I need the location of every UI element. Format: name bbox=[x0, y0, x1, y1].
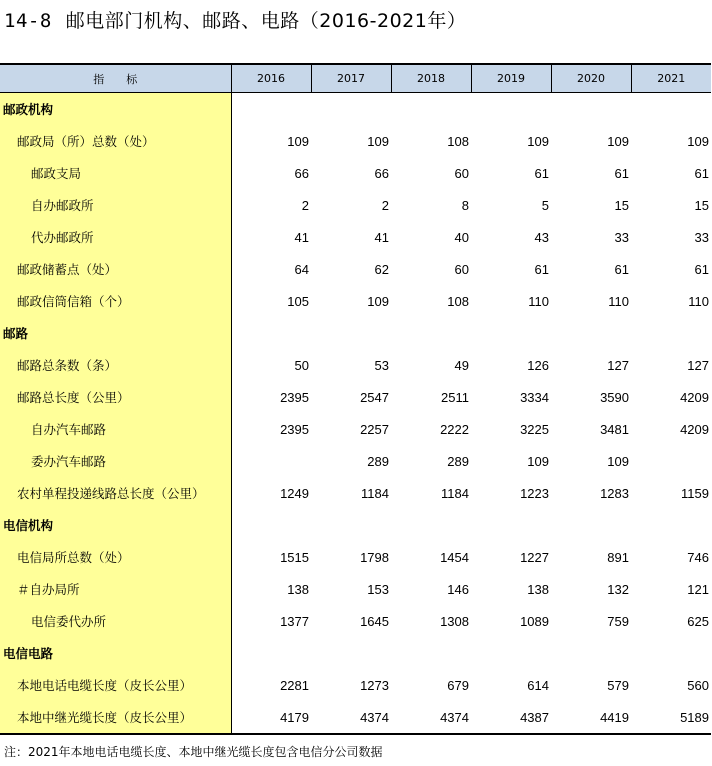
cell-value: 109 bbox=[367, 293, 389, 309]
cell-value: 110 bbox=[688, 293, 709, 309]
table-row bbox=[0, 669, 711, 701]
cell-value: 4209 bbox=[680, 421, 709, 437]
header-row bbox=[0, 64, 711, 93]
cell-value bbox=[471, 509, 551, 541]
cell-value: 1308 bbox=[440, 613, 469, 629]
cell-value: 1184 bbox=[441, 485, 469, 501]
cell-value: 61 bbox=[614, 261, 629, 277]
cell-value: 61 bbox=[694, 261, 709, 277]
row-label: 自办邮政所 bbox=[0, 189, 231, 221]
cell-value: 138 bbox=[287, 581, 309, 597]
cell-value: 50 bbox=[294, 357, 309, 373]
row-label: 邮政信筒信箱（个） bbox=[0, 285, 231, 317]
section-row bbox=[0, 509, 711, 541]
cell-value bbox=[311, 93, 391, 126]
table-row bbox=[0, 189, 711, 221]
cell-value: 109 bbox=[607, 133, 629, 149]
row-label: 本地电话电缆长度（皮长公里） bbox=[0, 669, 231, 701]
cell-value: 49 bbox=[454, 357, 469, 373]
cell-value: 759 bbox=[607, 613, 629, 629]
cell-value bbox=[391, 317, 471, 349]
cell-value: 66 bbox=[294, 165, 309, 181]
table-row bbox=[0, 445, 711, 477]
table-row bbox=[0, 349, 711, 381]
cell-value: 2222 bbox=[440, 421, 469, 437]
cell-value bbox=[311, 637, 391, 669]
cell-value bbox=[631, 317, 711, 349]
cell-value: 625 bbox=[687, 613, 709, 629]
cell-value: 891 bbox=[607, 549, 629, 565]
cell-value: 66 bbox=[374, 165, 389, 181]
row-label: 委办汽车邮路 bbox=[0, 445, 231, 477]
cell-value: 146 bbox=[447, 581, 469, 597]
table-row bbox=[0, 605, 711, 637]
cell-value: 1273 bbox=[360, 677, 389, 693]
cell-value: 5189 bbox=[680, 709, 709, 725]
cell-value bbox=[551, 509, 631, 541]
cell-value: 41 bbox=[374, 229, 389, 245]
cell-value: 1089 bbox=[520, 613, 549, 629]
cell-value: 109 bbox=[527, 453, 549, 469]
table-number: 14-8 bbox=[4, 10, 52, 32]
table-row bbox=[0, 125, 711, 157]
header-year: 2018 bbox=[391, 64, 471, 93]
cell-value bbox=[231, 93, 311, 126]
section-label: 邮政机构 bbox=[0, 93, 231, 126]
row-label: 自办汽车邮路 bbox=[0, 413, 231, 445]
cell-value: 60 bbox=[454, 261, 469, 277]
cell-value: 53 bbox=[374, 357, 389, 373]
header-year: 2021 bbox=[631, 64, 711, 93]
cell-value: 109 bbox=[367, 133, 389, 149]
cell-value bbox=[631, 637, 711, 669]
statistics-table bbox=[0, 63, 711, 735]
cell-value bbox=[391, 637, 471, 669]
cell-value: 61 bbox=[694, 165, 709, 181]
row-label: 电信局所总数（处） bbox=[0, 541, 231, 573]
cell-value: 1249 bbox=[280, 485, 309, 501]
cell-value: 2547 bbox=[360, 389, 389, 405]
cell-value bbox=[391, 93, 471, 126]
header-indicator: 指标 bbox=[0, 64, 231, 93]
cell-value: 64 bbox=[294, 261, 309, 277]
cell-value: 1454 bbox=[440, 549, 469, 565]
cell-value: 2395 bbox=[280, 421, 309, 437]
row-label: 邮路总长度（公里） bbox=[0, 381, 231, 413]
cell-value: 2281 bbox=[280, 677, 309, 693]
section-row bbox=[0, 637, 711, 669]
cell-value: 153 bbox=[367, 581, 389, 597]
section-label: 邮路 bbox=[0, 317, 231, 349]
cell-value: 2511 bbox=[441, 389, 469, 405]
table-title-text: 邮电部门机构、邮路、电路（2016-2021年） bbox=[65, 10, 467, 32]
cell-value: 579 bbox=[607, 677, 629, 693]
cell-value: 109 bbox=[527, 133, 549, 149]
cell-value: 121 bbox=[687, 581, 709, 597]
row-label: ＃自办局所 bbox=[0, 573, 231, 605]
cell-value: 4387 bbox=[520, 709, 549, 725]
cell-value bbox=[631, 445, 711, 477]
header-year: 2016 bbox=[231, 64, 311, 93]
table-row bbox=[0, 381, 711, 413]
cell-value bbox=[471, 93, 551, 126]
cell-value bbox=[311, 317, 391, 349]
section-label: 电信电路 bbox=[0, 637, 231, 669]
cell-value: 2 bbox=[301, 197, 309, 213]
table-row bbox=[0, 477, 711, 509]
table-row bbox=[0, 541, 711, 573]
cell-value: 127 bbox=[687, 357, 709, 373]
cell-value: 33 bbox=[614, 229, 629, 245]
cell-value: 1645 bbox=[360, 613, 389, 629]
cell-value: 15 bbox=[694, 197, 709, 213]
cell-value: 8 bbox=[461, 197, 469, 213]
cell-value bbox=[551, 317, 631, 349]
cell-value bbox=[631, 509, 711, 541]
table-row bbox=[0, 253, 711, 285]
table-row bbox=[0, 573, 711, 605]
cell-value: 15 bbox=[614, 197, 629, 213]
row-label: 邮政储蓄点（处） bbox=[0, 253, 231, 285]
row-label: 邮政局（所）总数（处） bbox=[0, 125, 231, 157]
cell-value: 2395 bbox=[280, 389, 309, 405]
table-body bbox=[0, 93, 711, 735]
cell-value: 132 bbox=[607, 581, 629, 597]
table-row bbox=[0, 157, 711, 189]
cell-value: 61 bbox=[534, 261, 549, 277]
cell-value: 614 bbox=[527, 677, 549, 693]
cell-value: 2 bbox=[381, 197, 389, 213]
cell-value: 109 bbox=[687, 133, 709, 149]
header-year: 2019 bbox=[471, 64, 551, 93]
cell-value: 61 bbox=[534, 165, 549, 181]
cell-value: 4179 bbox=[280, 709, 309, 725]
header-year: 2020 bbox=[551, 64, 631, 93]
cell-value: 4419 bbox=[600, 709, 629, 725]
section-row bbox=[0, 317, 711, 349]
cell-value: 138 bbox=[527, 581, 549, 597]
cell-value: 1184 bbox=[361, 485, 389, 501]
cell-value: 5 bbox=[541, 197, 549, 213]
page-title bbox=[4, 6, 466, 33]
cell-value: 110 bbox=[608, 293, 629, 309]
cell-value: 679 bbox=[447, 677, 469, 693]
cell-value: 3590 bbox=[600, 389, 629, 405]
cell-value bbox=[231, 317, 311, 349]
cell-value: 43 bbox=[534, 229, 549, 245]
cell-value: 289 bbox=[447, 453, 469, 469]
cell-value: 61 bbox=[614, 165, 629, 181]
cell-value: 110 bbox=[528, 293, 549, 309]
cell-value bbox=[551, 93, 631, 126]
cell-value: 560 bbox=[687, 677, 709, 693]
cell-value: 4374 bbox=[360, 709, 389, 725]
cell-value: 60 bbox=[454, 165, 469, 181]
cell-value bbox=[231, 445, 311, 477]
cell-value: 3334 bbox=[520, 389, 549, 405]
cell-value: 62 bbox=[374, 261, 389, 277]
cell-value: 1227 bbox=[520, 549, 549, 565]
row-label: 农村单程投递线路总长度（公里） bbox=[0, 477, 231, 509]
cell-value: 3481 bbox=[600, 421, 629, 437]
cell-value bbox=[231, 509, 311, 541]
cell-value bbox=[631, 93, 711, 126]
cell-value bbox=[231, 637, 311, 669]
cell-value: 1515 bbox=[280, 549, 309, 565]
cell-value: 1798 bbox=[360, 549, 389, 565]
table-row bbox=[0, 285, 711, 317]
footnote: 注：2021年本地电话电缆长度、本地中继光缆长度包含电信分公司数据 bbox=[4, 745, 383, 759]
section-row bbox=[0, 93, 711, 126]
row-label: 本地中继光缆长度（皮长公里） bbox=[0, 701, 231, 734]
cell-value: 108 bbox=[447, 293, 469, 309]
row-label: 邮政支局 bbox=[0, 157, 231, 189]
cell-value: 109 bbox=[607, 453, 629, 469]
cell-value: 3225 bbox=[520, 421, 549, 437]
cell-value bbox=[471, 637, 551, 669]
cell-value: 1283 bbox=[600, 485, 629, 501]
cell-value: 1223 bbox=[520, 485, 549, 501]
cell-value bbox=[471, 317, 551, 349]
table-row bbox=[0, 221, 711, 253]
cell-value: 289 bbox=[367, 453, 389, 469]
cell-value: 33 bbox=[694, 229, 709, 245]
cell-value: 1377 bbox=[280, 613, 309, 629]
cell-value: 4374 bbox=[440, 709, 469, 725]
cell-value: 4209 bbox=[680, 389, 709, 405]
section-label: 电信机构 bbox=[0, 509, 231, 541]
header-year: 2017 bbox=[311, 64, 391, 93]
cell-value: 105 bbox=[287, 293, 309, 309]
row-label: 电信委代办所 bbox=[0, 605, 231, 637]
cell-value bbox=[551, 637, 631, 669]
cell-value: 108 bbox=[447, 133, 469, 149]
cell-value: 1159 bbox=[681, 485, 709, 501]
cell-value: 126 bbox=[527, 357, 549, 373]
cell-value: 41 bbox=[294, 229, 309, 245]
cell-value: 109 bbox=[287, 133, 309, 149]
row-label: 邮路总条数（条） bbox=[0, 349, 231, 381]
cell-value: 2257 bbox=[360, 421, 389, 437]
cell-value: 40 bbox=[454, 229, 469, 245]
table-row bbox=[0, 701, 711, 734]
table-row bbox=[0, 413, 711, 445]
cell-value bbox=[311, 509, 391, 541]
cell-value bbox=[391, 509, 471, 541]
cell-value: 127 bbox=[607, 357, 629, 373]
cell-value: 746 bbox=[687, 549, 709, 565]
row-label: 代办邮政所 bbox=[0, 221, 231, 253]
